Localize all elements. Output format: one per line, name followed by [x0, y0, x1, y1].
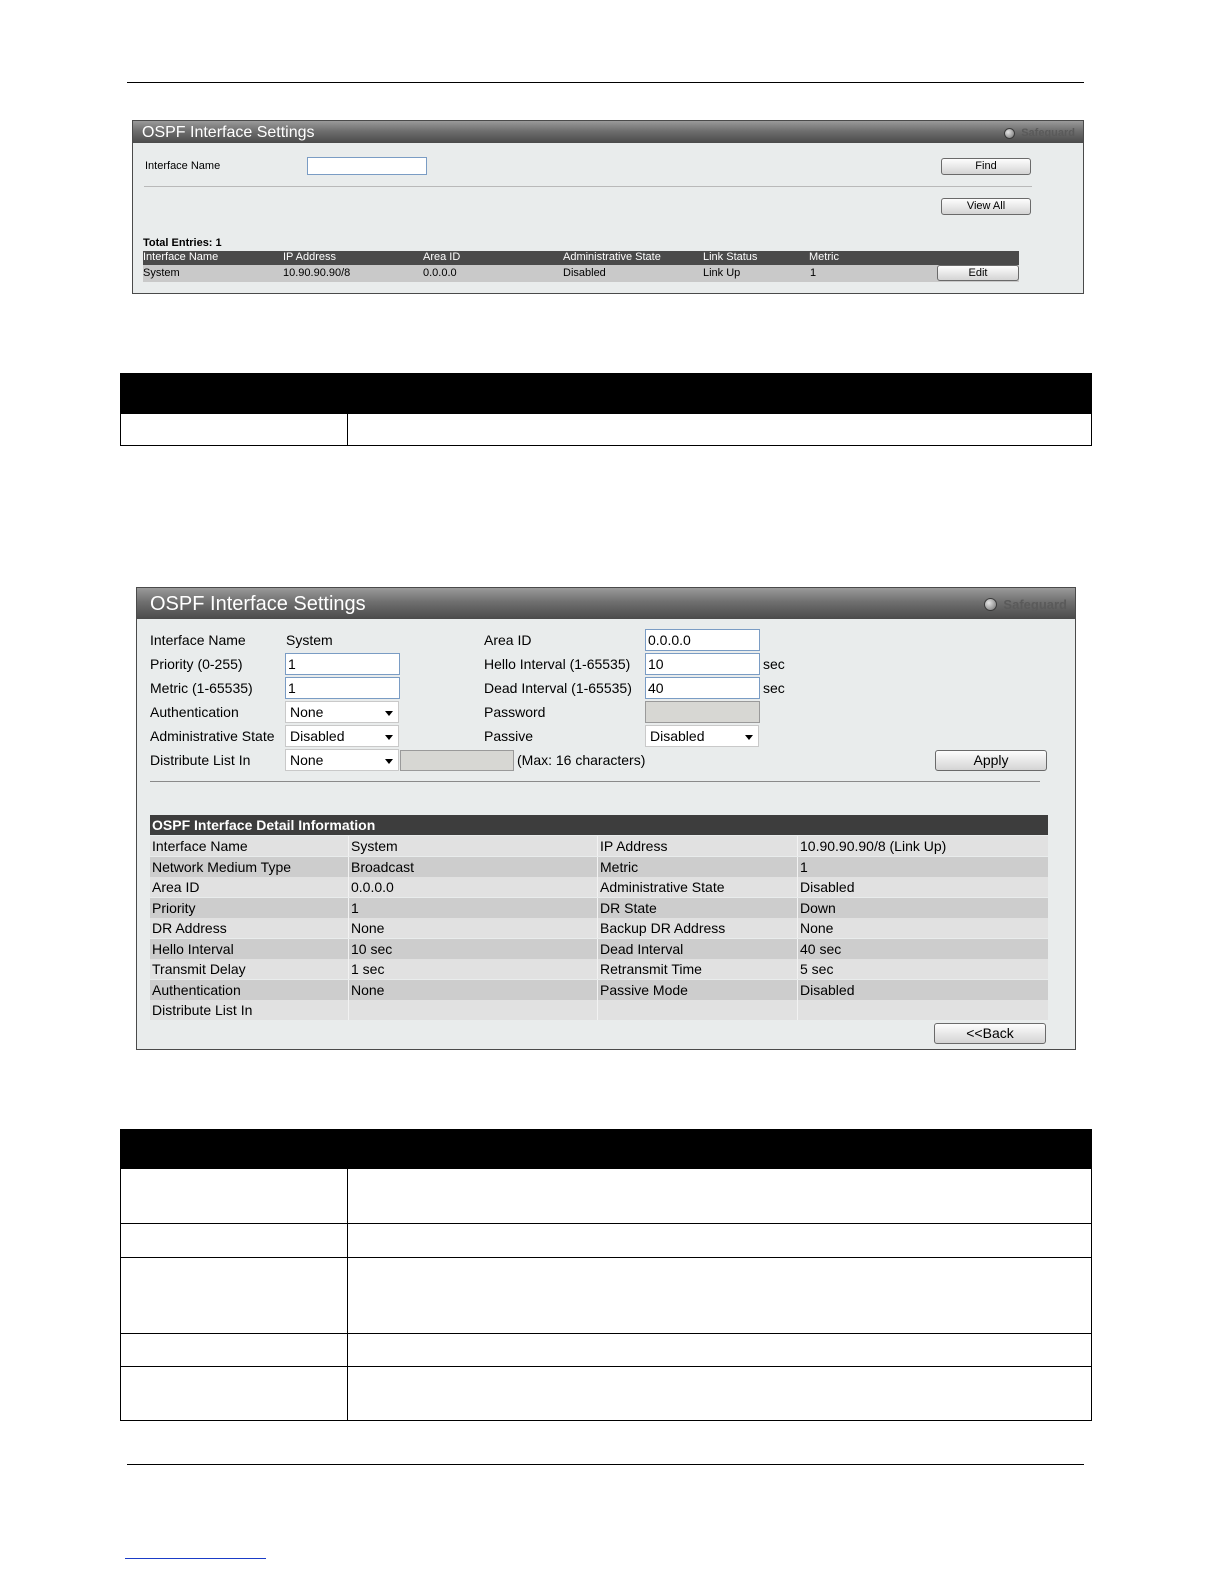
detail-label-right: Metric: [598, 857, 798, 877]
detail-info-title: [150, 815, 1048, 835]
detail-value-left: System: [349, 836, 598, 856]
interface-name-label: Interface Name: [145, 160, 221, 172]
safeguard-label: Safeguard: [1003, 597, 1067, 612]
detail-row: [150, 836, 1048, 856]
password-input[interactable]: [645, 701, 760, 723]
detail-label-left: Area ID: [150, 877, 349, 897]
detail-value-left: 1: [349, 898, 598, 918]
chevron-down-icon: [745, 735, 753, 740]
interface-name-input[interactable]: [307, 157, 427, 175]
detail-value-left: 1 sec: [349, 959, 598, 979]
panel-title-bar: [137, 588, 1075, 619]
detail-label-left: Interface Name: [150, 836, 349, 856]
detail-value-right: 5 sec: [800, 961, 834, 977]
detail-label-right: DR State: [598, 898, 798, 918]
cell-link-status: Link Up: [703, 267, 741, 279]
password-label: Password: [484, 704, 546, 720]
detail-label-left: Network Medium Type: [150, 857, 349, 877]
detail-row: [150, 959, 1048, 979]
safeguard-icon: [984, 598, 997, 611]
cell-ip-address: 10.90.90.90/8: [283, 267, 351, 279]
cell-interface-name: System: [143, 267, 180, 279]
row-divider: [121, 1257, 1091, 1258]
detail-label-left: Distribute List In: [150, 1000, 349, 1020]
detail-label-right: IP Address: [598, 836, 798, 856]
detail-label-left: Authentication: [150, 980, 349, 1000]
detail-label-left: DR Address: [150, 918, 349, 938]
col-metric: Metric: [809, 251, 839, 263]
hello-interval-unit: sec: [763, 656, 785, 672]
detail-row: [150, 898, 1048, 918]
detail-value-right: 1: [800, 858, 808, 875]
admin-state-selected: Disabled: [290, 728, 345, 744]
detail-value-right: 10.90.90.90/8 (Link Up): [800, 838, 947, 854]
row-divider: [121, 1223, 1091, 1224]
detail-value-left: 10 sec: [349, 939, 598, 959]
view-all-button[interactable]: View All: [941, 198, 1031, 215]
detail-label-left: Hello Interval: [150, 939, 349, 959]
interface-name-label: Interface Name: [150, 632, 246, 648]
detail-row: [150, 939, 1048, 959]
detail-value-left: Broadcast: [349, 857, 598, 877]
column-divider: [347, 1169, 348, 1420]
col-ip-address: IP Address: [283, 251, 336, 263]
detail-label-right: Administrative State: [598, 877, 798, 897]
detail-value-left: 0.0.0.0: [349, 877, 598, 897]
area-id-input[interactable]: 0.0.0.0: [645, 629, 760, 651]
footer-link-underline[interactable]: [125, 1558, 266, 1559]
metric-input[interactable]: 1: [285, 677, 400, 699]
detail-label-right: Dead Interval: [598, 939, 798, 959]
detail-info-title-text: OSPF Interface Detail Information: [152, 817, 376, 833]
interface-name-value: System: [286, 632, 333, 648]
panel-title: OSPF Interface Settings: [142, 124, 315, 141]
authentication-selected: None: [290, 704, 324, 720]
detail-row: [150, 918, 1048, 938]
passive-selected: Disabled: [650, 728, 705, 744]
area-id-label: Area ID: [484, 632, 532, 648]
detail-label-right: Passive Mode: [598, 980, 798, 1000]
row-divider: [121, 1366, 1091, 1367]
metric-label: Metric (1-65535): [150, 680, 253, 696]
detail-row: [150, 857, 1048, 877]
passive-select[interactable]: [645, 725, 759, 747]
detail-row: [150, 1000, 1048, 1020]
authentication-select[interactable]: [285, 701, 399, 723]
detail-value-left: [349, 1000, 598, 1020]
detail-label-right: Backup DR Address: [598, 918, 798, 938]
form-separator: [150, 781, 1040, 782]
hello-interval-input[interactable]: 10: [645, 653, 760, 675]
edit-button[interactable]: Edit: [937, 265, 1019, 281]
distribute-list-select[interactable]: [285, 749, 399, 771]
distribute-list-selected: None: [290, 752, 324, 768]
detail-label-right: [598, 1000, 798, 1020]
col-link-status: Link Status: [703, 251, 758, 263]
page-footer-rule: [127, 1464, 1084, 1465]
admin-state-select[interactable]: [285, 725, 399, 747]
detail-value-right: Down: [800, 899, 836, 916]
detail-row: [150, 877, 1048, 897]
chevron-down-icon: [385, 759, 393, 764]
panel-title-bar: [133, 121, 1083, 143]
interface-table-header: [143, 251, 1019, 265]
passive-label: Passive: [484, 728, 534, 744]
detail-label-left: Priority: [150, 898, 349, 918]
detail-label-right: Retransmit Time: [598, 959, 798, 979]
table-header: [121, 1130, 1091, 1169]
column-divider: [347, 414, 348, 445]
admin-state-label: Administrative State: [150, 728, 275, 744]
priority-label: Priority (0-255): [150, 656, 243, 672]
back-button[interactable]: <<Back: [934, 1023, 1046, 1044]
apply-button[interactable]: Apply: [935, 750, 1047, 771]
detail-value-right: Disabled: [800, 981, 855, 998]
col-admin-state: Administrative State: [563, 251, 661, 263]
parameter-description-table-1: [120, 373, 1092, 446]
ospf-interface-settings-edit-panel: [136, 587, 1076, 1050]
dead-interval-input[interactable]: 40: [645, 677, 760, 699]
dead-interval-label: Dead Interval (1-65535): [484, 680, 632, 696]
distribute-list-label: Distribute List In: [150, 752, 251, 768]
page-header-rule: [127, 82, 1084, 83]
authentication-label: Authentication: [150, 704, 239, 720]
detail-value-left: None: [349, 980, 598, 1000]
detail-value-right: 40 sec: [800, 940, 842, 957]
max-characters-hint: (Max: 16 characters): [517, 752, 646, 768]
ospf-interface-settings-list-panel: [132, 120, 1084, 294]
detail-value-left: None: [349, 918, 598, 938]
detail-row: [150, 980, 1048, 1000]
total-entries: Total Entries: 1: [143, 237, 222, 249]
cell-area-id: 0.0.0.0: [423, 267, 457, 279]
panel-title: OSPF Interface Settings: [150, 593, 366, 615]
table-header: [121, 374, 1091, 414]
parameter-description-table-2: [120, 1129, 1092, 1421]
chevron-down-icon: [385, 711, 393, 716]
table-row: [143, 265, 1019, 282]
cell-admin-state: Disabled: [563, 267, 606, 279]
safeguard-icon: [1004, 128, 1015, 139]
col-area-id: Area ID: [423, 251, 461, 263]
detail-value-right: [798, 1000, 1048, 1020]
cell-metric: 1: [810, 267, 817, 279]
detail-value-right: None: [800, 920, 834, 936]
panel-separator: [144, 186, 1032, 187]
hello-interval-label: Hello Interval (1-65535): [484, 656, 631, 672]
safeguard-indicator[interactable]: [1004, 127, 1075, 139]
detail-label-left: Transmit Delay: [150, 959, 349, 979]
safeguard-label: Safeguard: [1021, 127, 1075, 139]
detail-value-right: Disabled: [800, 879, 855, 895]
safeguard-indicator[interactable]: [984, 597, 1067, 612]
priority-input[interactable]: 1: [285, 653, 400, 675]
find-button[interactable]: Find: [941, 158, 1031, 175]
dead-interval-unit: sec: [763, 680, 785, 696]
chevron-down-icon: [385, 735, 393, 740]
row-divider: [121, 1333, 1091, 1334]
col-interface-name: Interface Name: [143, 251, 219, 263]
distribute-list-input[interactable]: [400, 750, 514, 771]
